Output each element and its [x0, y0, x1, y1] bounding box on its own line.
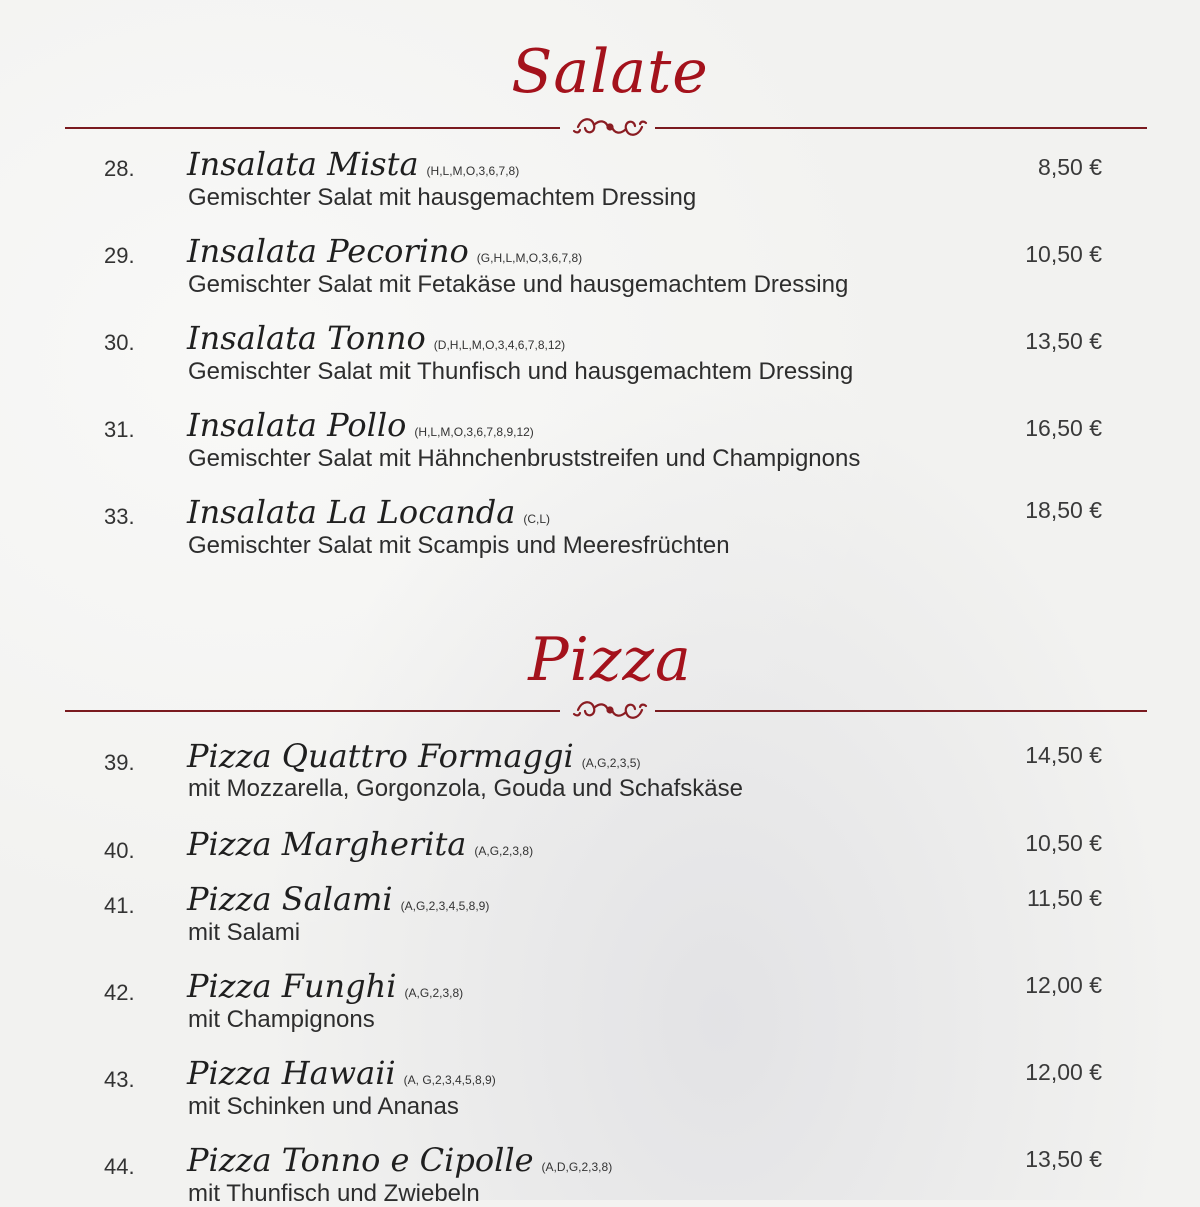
- item-description: mit Schinken und Ananas: [188, 1093, 459, 1120]
- item-allergens: (A,G,2,3,8): [474, 844, 534, 858]
- item-allergens: (G,H,L,M,O,3,6,7,8): [476, 251, 583, 265]
- item-price: 10,50 €: [1025, 241, 1102, 267]
- section-divider: [65, 710, 1147, 740]
- item-allergens: (A,G,2,3,8): [404, 986, 464, 1000]
- item-number: 28.: [104, 156, 135, 181]
- item-allergens: (C,L): [523, 512, 551, 526]
- item-name: Insalata Tonno (D,H,L,M,O,3,4,6,7,8,12): [187, 319, 566, 357]
- item-description: Gemischter Salat mit Hähnchenbruststreifen und Champignons: [188, 445, 861, 472]
- ornament-icon: [570, 696, 650, 724]
- item-number: 43.: [104, 1067, 135, 1092]
- item-price: 13,50 €: [1025, 328, 1102, 354]
- item-number: 31.: [104, 417, 135, 442]
- item-allergens: (A,D,G,2,3,8): [541, 1160, 613, 1174]
- item-description: mit Thunfisch und Zwiebeln: [188, 1180, 480, 1207]
- item-allergens: (A, G,2,3,4,5,8,9): [403, 1073, 496, 1087]
- item-price: 11,50 €: [1026, 885, 1102, 911]
- item-name: Insalata Pecorino (G,H,L,M,O,3,6,7,8): [187, 232, 583, 270]
- item-price: 12,00 €: [1025, 972, 1102, 998]
- item-description: mit Salami: [188, 919, 301, 946]
- item-price: 16,50 €: [1025, 415, 1102, 441]
- item-number: 29.: [104, 243, 135, 268]
- item-number: 41.: [104, 893, 135, 918]
- section-title-pizza: Pizza: [528, 625, 692, 695]
- item-number: 30.: [104, 330, 135, 355]
- item-number: 42.: [104, 980, 135, 1005]
- item-number: 40.: [104, 838, 135, 863]
- item-description: Gemischter Salat mit hausgemachtem Dressing: [188, 184, 697, 211]
- item-name: Pizza Quattro Formaggi (A,G,2,3,5): [187, 737, 641, 775]
- item-price: 10,50 €: [1025, 830, 1102, 856]
- item-allergens: (D,H,L,M,O,3,4,6,7,8,12): [433, 338, 566, 352]
- item-number: 39.: [104, 750, 135, 775]
- item-name: Pizza Hawaii (A, G,2,3,4,5,8,9): [187, 1054, 496, 1092]
- item-price: 8,50 €: [1038, 154, 1102, 180]
- item-name: Insalata Pollo (H,L,M,O,3,6,7,8,9,12): [187, 406, 534, 444]
- item-description: mit Champignons: [188, 1006, 375, 1033]
- item-name: Insalata La Locanda (C,L): [187, 493, 551, 531]
- item-allergens: (H,L,M,O,3,6,7,8,9,12): [414, 425, 534, 439]
- item-description: Gemischter Salat mit Fetakäse und hausgemachtem Dressing: [188, 271, 849, 298]
- item-description: mit Mozzarella, Gorgonzola, Gouda und Schafskäse: [188, 775, 743, 802]
- item-name: Pizza Tonno e Cipolle (A,D,G,2,3,8): [187, 1141, 613, 1179]
- ornament-icon: [570, 113, 650, 141]
- item-name: Pizza Salami (A,G,2,3,4,5,8,9): [187, 880, 490, 918]
- item-price: 18,50 €: [1025, 497, 1102, 523]
- item-description: Gemischter Salat mit Scampis und Meeresfrüchten: [188, 532, 730, 559]
- item-name: Insalata Mista (H,L,M,O,3,6,7,8): [187, 145, 520, 183]
- item-number: 44.: [104, 1154, 135, 1179]
- item-name: Pizza Margherita (A,G,2,3,8): [187, 825, 534, 863]
- item-allergens: (H,L,M,O,3,6,7,8): [426, 164, 520, 178]
- item-price: 12,00 €: [1025, 1059, 1102, 1085]
- section-title-salate: Salate: [511, 37, 709, 107]
- item-allergens: (A,G,2,3,4,5,8,9): [400, 899, 490, 913]
- item-price: 13,50 €: [1025, 1146, 1102, 1172]
- item-number: 33.: [104, 504, 135, 529]
- item-price: 14,50 €: [1025, 742, 1102, 768]
- item-name: Pizza Funghi (A,G,2,3,8): [187, 967, 464, 1005]
- item-description: Gemischter Salat mit Thunfisch und hausgemachtem Dressing: [188, 358, 854, 385]
- item-allergens: (A,G,2,3,5): [581, 756, 641, 770]
